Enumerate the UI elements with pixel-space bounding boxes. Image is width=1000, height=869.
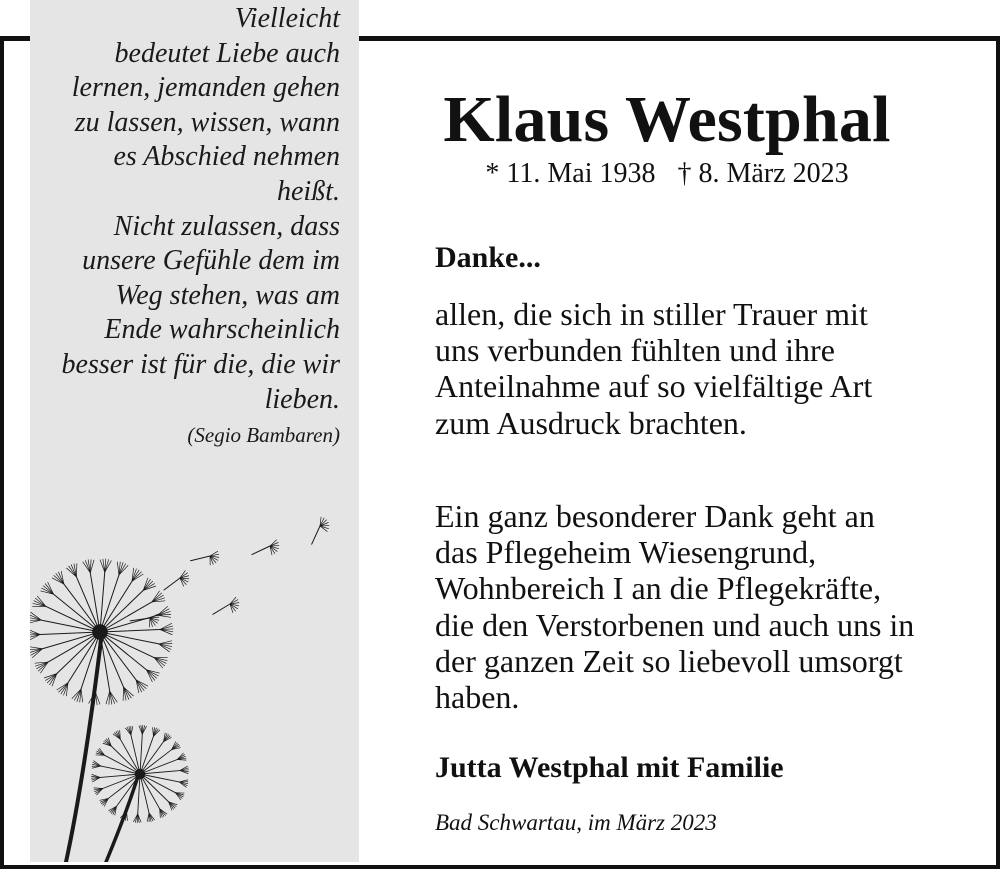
poem-line: heißt. <box>277 175 340 207</box>
poem-line: zu lassen, wissen, wann <box>74 106 340 138</box>
deceased-name: Klaus Westphal <box>443 83 891 156</box>
death-date: † 8. März 2023 <box>677 158 849 189</box>
paragraph-line: der ganzen Zeit so liebevoll umsorgt <box>435 642 903 679</box>
paragraph-line: Ein ganz besonderer Dank geht an <box>435 498 875 534</box>
poem-sidebar <box>30 0 359 862</box>
paragraph-line: das Pflegeheim Wiesengrund, <box>435 534 817 571</box>
paragraph-line: die den Verstorbenen und auch uns in <box>435 606 915 643</box>
obituary-main <box>360 40 996 865</box>
poem-line: es Abschied nehmen <box>113 141 340 173</box>
paragraph-line: allen, die sich in stiller Trauer mit <box>435 296 868 332</box>
poem-line: Vielleicht <box>234 3 340 34</box>
poem-line: Ende wahrscheinlich <box>104 314 340 346</box>
place-date: Bad Schwartau, im März 2023 <box>435 810 717 835</box>
poem-author: (Segio Bambaren) <box>187 423 340 447</box>
paragraph-line: Wohnbereich I an die Pflegekräfte, <box>435 570 882 607</box>
poem-line: Nicht zulassen, dass <box>113 210 340 242</box>
poem-line: bedeutet Liebe auch <box>114 37 340 69</box>
poem-line: unsere Gefühle dem im <box>82 245 340 277</box>
dandelion-icon <box>30 508 359 862</box>
birth-date: * 11. Mai 1938 <box>485 158 656 189</box>
paragraph-line: zum Ausdruck brachten. <box>435 404 747 441</box>
signature: Jutta Westphal mit Familie <box>435 751 784 784</box>
paragraph-line: haben. <box>435 679 520 716</box>
life-dates <box>360 158 974 190</box>
special-thanks-paragraph <box>435 498 914 715</box>
thanks-paragraph <box>435 296 872 441</box>
poem-line: Weg stehen, was am <box>115 279 340 311</box>
paragraph-line: Anteilnahme auf so vielfältige Art <box>435 368 873 405</box>
poem-line: lieben. <box>264 383 340 415</box>
poem-line: besser ist für die, die wir <box>61 348 340 380</box>
poem-line: lernen, jemanden gehen <box>71 72 340 104</box>
poem-text <box>30 2 340 417</box>
paragraph-line: uns verbunden fühlten und ihre <box>435 332 835 369</box>
thanks-heading: Danke... <box>435 241 541 274</box>
